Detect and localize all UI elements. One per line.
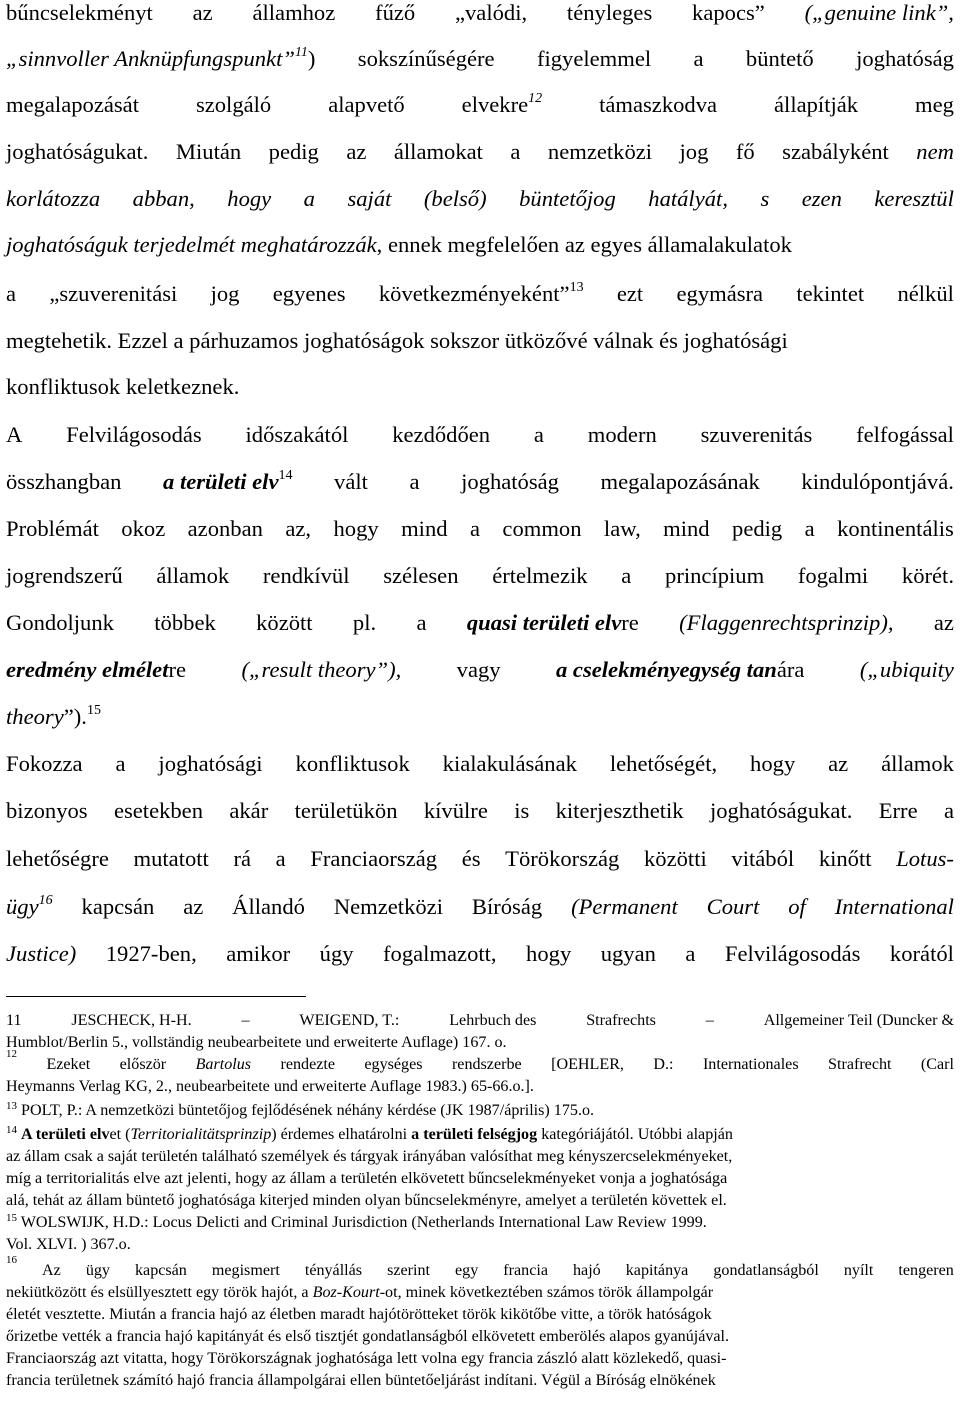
word: D.: — [653, 1056, 674, 1073]
emphasis-text: joghatóságuk terjedelmét meghatározzák — [6, 232, 377, 257]
word: hajó — [573, 1262, 601, 1279]
word: szabályként — [782, 139, 889, 164]
text-run: nekiütközött és elsüllyesztett egy török hajót, a — [6, 1284, 313, 1301]
text-run: Humblot/Berlin 5., vollständig neubearbeitete und erweiterte Auflage) 167. o. — [6, 1034, 507, 1051]
word: „valódi, — [454, 0, 528, 25]
word: felfogással — [856, 422, 954, 447]
word: WEIGEND, T.: — [299, 1012, 400, 1029]
word: és — [461, 846, 481, 871]
word-group — [6, 889, 53, 925]
word: megismert — [211, 1262, 280, 1279]
word: megalapozását — [6, 92, 139, 117]
emphasis-text: a területi felségjog — [411, 1126, 538, 1143]
text-line — [6, 276, 954, 312]
word: Problémát — [6, 516, 99, 541]
word: kontinentális — [837, 516, 954, 541]
footnote-number: 16 — [6, 1254, 17, 1266]
word: egymásra — [676, 281, 764, 306]
word: „szuverenitási — [49, 281, 178, 306]
word: kezdődően — [392, 422, 491, 447]
word: of — [788, 894, 806, 919]
word: is — [514, 798, 530, 823]
word: Az — [42, 1262, 61, 1279]
word: Fokozza — [6, 751, 83, 776]
word: Felvilágosodás — [724, 941, 861, 966]
word: lehetőségre — [6, 846, 109, 871]
word: okoz — [121, 516, 166, 541]
word: ezen — [801, 186, 842, 211]
word: tényleges — [566, 0, 653, 25]
word: – — [241, 1012, 250, 1029]
word: International — [834, 894, 954, 919]
footnote-ref-15: 15 — [86, 703, 101, 718]
word: Ezeket — [46, 1056, 91, 1073]
word: az — [933, 610, 954, 635]
word: Felvilágosodás — [66, 422, 202, 447]
word: Nemzetközi — [333, 894, 443, 919]
word-group — [379, 276, 584, 312]
text-line — [6, 134, 954, 170]
word: („genuine link”, — [804, 0, 954, 25]
text-run: francia területnek számító hajó francia állampolgárai ellen büntetőeljárást indítani. Végül a Bíróság elnökének — [6, 1372, 716, 1389]
text-line — [6, 417, 954, 453]
word-group — [467, 605, 639, 641]
text-line — [6, 699, 954, 735]
footnote-ref-16: 16 — [38, 893, 53, 908]
word: tényállás — [304, 1262, 363, 1279]
word: korától — [889, 941, 954, 966]
word: rá — [233, 846, 252, 871]
footnote-separator — [6, 996, 306, 997]
word: körét. — [901, 563, 954, 588]
word: ezt — [616, 281, 644, 306]
word: először — [119, 1056, 167, 1073]
word: a — [409, 469, 420, 494]
footnote-line — [6, 1282, 954, 1304]
word: kinőtt — [818, 846, 872, 871]
footnote-line — [6, 1348, 954, 1370]
word: ) — [271, 1126, 277, 1143]
word: a — [115, 751, 126, 776]
word: joghatóságukat. — [6, 139, 149, 164]
text-line — [6, 369, 954, 405]
word: Allgemeiner Teil (Duncker & — [763, 1012, 954, 1029]
word: ”). — [63, 704, 87, 729]
word: mutatott — [133, 846, 209, 871]
word: JESCHECK, H-H. — [71, 1012, 192, 1029]
word: nemzetközi — [547, 139, 653, 164]
word: [OEHLER, — [551, 1056, 624, 1073]
footnote-number: 11 — [6, 1012, 22, 1029]
word: Miután — [175, 139, 242, 164]
word: modern — [587, 422, 657, 447]
word: meg — [915, 92, 954, 117]
footnote-15 — [6, 1212, 954, 1234]
word: („ubiquity — [859, 657, 954, 682]
word: bizonyos — [6, 798, 88, 823]
word: Lotus- — [896, 846, 954, 871]
word-group — [163, 464, 292, 500]
word: joghatósági — [158, 751, 263, 776]
footnote-ref-11: 11 — [294, 45, 308, 60]
word: fő — [735, 139, 755, 164]
word: hogy — [227, 186, 272, 211]
footnote-line — [6, 1076, 954, 1098]
word: Internationales — [702, 1056, 799, 1073]
word: hatályát, — [648, 186, 728, 211]
emphasis-text: a cselekményegység tan — [555, 657, 777, 682]
word: az — [828, 751, 849, 776]
text-line — [6, 511, 954, 547]
word: – — [705, 1012, 714, 1029]
emphasis-text: a területi elv — [163, 469, 279, 494]
word: lehetőségét, — [609, 751, 718, 776]
word: 1927-ben, — [105, 941, 197, 966]
footnote-line — [6, 1326, 954, 1348]
word: abban, — [132, 186, 195, 211]
text-line — [6, 41, 954, 77]
word: nyílt — [843, 1262, 874, 1279]
word: esetekben — [113, 798, 204, 823]
word: büntető — [745, 46, 814, 71]
word: rendszerbe — [451, 1056, 522, 1073]
text-line — [6, 0, 954, 31]
word: bűncselekményt — [6, 0, 153, 25]
word: francia — [503, 1262, 548, 1279]
word: kindulópontjává. — [801, 469, 954, 494]
word: (Carl — [920, 1056, 954, 1073]
word: államok — [881, 751, 954, 776]
word: a — [685, 941, 696, 966]
text-line — [6, 323, 954, 359]
text-run: -ot, minek következtében számos török állampolgár — [379, 1284, 714, 1301]
word: egységes — [364, 1056, 423, 1073]
word-group — [556, 652, 804, 688]
footnote-13 — [6, 1100, 954, 1122]
word: kiterjeszthetik — [555, 798, 684, 823]
word: et — [109, 1126, 122, 1143]
word: Territorialitätsprinzip — [130, 1126, 272, 1143]
footnote-line — [6, 1370, 954, 1392]
word: ára — [776, 657, 805, 682]
word: Bartolus — [195, 1056, 252, 1073]
word: egy — [455, 1262, 479, 1279]
word: szerint — [387, 1262, 430, 1279]
word-group — [6, 41, 315, 77]
word: („result theory”), — [241, 657, 402, 682]
word: ügy — [6, 894, 39, 919]
word: az, — [285, 516, 312, 541]
word: egyenes — [272, 281, 346, 306]
word: mind — [663, 516, 710, 541]
word: a — [693, 46, 704, 71]
word: szolgáló — [195, 92, 272, 117]
text-run: életét vesztette. Miután a francia hajó az életben maradt hajótörötteket török kikötőbe vitte, a török hatóságok — [6, 1306, 712, 1323]
footnote-number: 14 — [6, 1124, 17, 1136]
footnote-line — [6, 1304, 954, 1326]
text-line — [6, 936, 954, 972]
word: hogy — [750, 751, 796, 776]
word: sokszínűségére — [357, 46, 495, 71]
word: pedig — [268, 139, 319, 164]
word: kapcsán — [81, 894, 155, 919]
footnote-ref-13: 13 — [569, 280, 584, 295]
word: Justice) — [6, 941, 77, 966]
text-line — [6, 558, 954, 594]
word: Franciaország — [310, 846, 438, 871]
word: vált — [334, 469, 368, 494]
word: re — [621, 610, 639, 635]
word: értelmezik — [492, 563, 588, 588]
word: államokat — [393, 139, 483, 164]
text-line — [6, 464, 954, 500]
word: pedig — [732, 516, 783, 541]
word: fogalmi — [797, 563, 869, 588]
footnote-number: 13 — [6, 1100, 17, 1112]
word: szélesen — [383, 563, 459, 588]
word: ugyan — [600, 941, 656, 966]
word: államhoz — [252, 0, 336, 25]
text-line — [6, 746, 954, 782]
word: (Permanent — [571, 894, 678, 919]
emphasis-text: quasi területi elv — [466, 610, 622, 635]
text-line — [6, 227, 954, 263]
word: (Flaggenrechtsprinzip), — [679, 610, 894, 635]
word: fogalmazott, — [383, 941, 497, 966]
text-run: , ennek megfelelően az egyes államalakulatok — [376, 232, 792, 257]
word: s — [760, 186, 770, 211]
text-run: őrizetbe vették a francia hajó kapitányát és első tisztjét gondatlanságból elkövetett emberölés alapos gyanújával. — [6, 1328, 730, 1345]
word: a — [943, 798, 954, 823]
word: Gondoljunk — [6, 610, 114, 635]
word: büntetőjog — [519, 186, 616, 211]
word: re — [168, 657, 187, 682]
word: vagy — [456, 657, 501, 682]
word: joghatóság — [856, 46, 954, 71]
word: államok — [156, 563, 230, 588]
word: vitából — [731, 846, 795, 871]
word: Bíróság — [471, 894, 543, 919]
footnote-14 — [6, 1124, 954, 1146]
footnote-ref-12: 12 — [528, 91, 543, 106]
word: a — [621, 563, 632, 588]
word: a — [510, 139, 521, 164]
ship-name: Boz-Kourt — [312, 1284, 380, 1301]
word: közötti — [644, 846, 707, 871]
text-run: POLT, P.: A nemzetközi büntetőjog fejlődésének néhány kérdése (JK 1987/április) 175.o. — [21, 1102, 595, 1119]
text-run: Franciaország azt vitatta, hogy Törökországnak joghatósága lett volna egy francia zászló alatt közlekedő, quasi- — [6, 1350, 727, 1367]
word: a — [275, 846, 286, 871]
word: többek — [154, 610, 216, 635]
footnote-line — [6, 1234, 954, 1256]
word: időszakától — [245, 422, 349, 447]
text-run: megtehetik. Ezzel a párhuzamos joghatóságok sokszor ütközővé válnak és joghatósági — [6, 328, 788, 353]
word: kialakulásának — [442, 751, 577, 776]
word: Court — [706, 894, 760, 919]
word: jog — [679, 139, 709, 164]
footnote-line — [6, 1146, 954, 1168]
word: pl. — [352, 610, 377, 635]
text-run: érdemes elhatárolni — [280, 1126, 408, 1143]
text-run: alá, tehát az állam büntető joghatósága kiterjed minden olyan bűncselekményre, amelyet a területén követtek el. — [6, 1192, 727, 1209]
word: elvekre — [461, 92, 529, 117]
word: Lehrbuch des — [449, 1012, 537, 1029]
word: figyelemmel — [536, 46, 652, 71]
word: szuverenitás — [700, 422, 813, 447]
text-line — [6, 841, 954, 877]
word: rendezte — [280, 1056, 335, 1073]
word: a — [6, 281, 17, 306]
word: gondatlanságból — [713, 1262, 819, 1279]
footnote-ref-14: 14 — [278, 468, 293, 483]
text-line — [6, 87, 954, 123]
word: jogrendszerű — [6, 563, 123, 588]
word-group — [462, 87, 542, 123]
footnote-number: 15 — [6, 1212, 17, 1224]
word: a — [416, 610, 427, 635]
word: Strafrecht — [828, 1056, 892, 1073]
text-line — [6, 605, 954, 641]
word: saját — [347, 186, 392, 211]
word: kapcsán — [135, 1262, 187, 1279]
word: nem — [916, 139, 954, 164]
word: összhangban — [6, 469, 122, 494]
footnote-line — [6, 1190, 954, 1212]
word: nélkül — [897, 281, 954, 306]
word: theory — [6, 704, 64, 729]
word: princípium — [665, 563, 765, 588]
text-run: Vol. XLVI. ) 367.o. — [6, 1236, 131, 1253]
footnote-16 — [6, 1254, 954, 1282]
word: korlátozza — [6, 186, 101, 211]
word-group — [6, 652, 186, 688]
word: hogy — [333, 516, 379, 541]
word: az — [346, 139, 367, 164]
word: ügy — [85, 1262, 110, 1279]
emphasis-text: A területi elv — [21, 1126, 110, 1143]
word: common — [502, 516, 582, 541]
word: (belső) — [423, 186, 487, 211]
text-run: míg a territorialitás elve azt jelenti, hogy az állam a területén elkövetett bűncselekményeket vonja a joghatósága — [6, 1170, 728, 1187]
word: kívülre — [423, 798, 488, 823]
text-run: Heymanns Verlag KG, 2., neubearbeitete und erweiterte Auflage 1983.) 65-66.o.]. — [6, 1078, 534, 1095]
word: ) — [307, 46, 316, 71]
word: amikor — [226, 941, 291, 966]
word: A — [6, 422, 23, 447]
word: következményeként” — [378, 281, 570, 306]
word: a — [533, 422, 544, 447]
text-line — [6, 889, 954, 925]
word: jog — [210, 281, 240, 306]
word: azonban — [187, 516, 263, 541]
footnote-12 — [6, 1048, 954, 1076]
emphasis-text: eredmény elmélet — [6, 657, 169, 682]
word: tengeren — [898, 1262, 954, 1279]
word: megalapozásának — [600, 469, 760, 494]
text-line — [6, 652, 954, 688]
word: mind — [401, 516, 448, 541]
word: a — [469, 516, 480, 541]
word: konfliktusok — [295, 751, 410, 776]
word: Törökország — [505, 846, 620, 871]
word: az — [183, 894, 204, 919]
word: kapitánya — [625, 1262, 689, 1279]
text-run: kategóriájától. Utóbbi alapján — [541, 1126, 733, 1143]
text-line — [6, 793, 954, 829]
word: területükön — [294, 798, 398, 823]
text-run: konfliktusok keletkeznek. — [6, 374, 240, 399]
text-line — [6, 181, 954, 217]
word: támaszkodva — [599, 92, 718, 117]
footnote-number: 12 — [6, 1048, 17, 1060]
word: „sinnvoller Anknüpfungspunkt” — [6, 46, 295, 71]
word: akár — [229, 798, 269, 823]
word: joghatóságukat. — [709, 798, 853, 823]
word: között — [256, 610, 313, 635]
word: hogy — [526, 941, 572, 966]
word: ( — [125, 1126, 131, 1143]
word: Erre — [878, 798, 918, 823]
word: joghatóság — [461, 469, 559, 494]
word: fűző — [375, 0, 416, 25]
word: tekintet — [796, 281, 865, 306]
word: úgy — [319, 941, 354, 966]
footnote-11 — [6, 1010, 954, 1032]
text-run: WOLSWIJK, H.D.: Locus Delicti and Criminal Jurisdiction (Netherlands International Law Review 1999. — [20, 1214, 707, 1231]
word: a — [303, 186, 315, 211]
word: állapítják — [774, 92, 859, 117]
word: Állandó — [232, 894, 305, 919]
word: Strafrechts — [586, 1012, 656, 1029]
word: rendkívül — [262, 563, 350, 588]
word: a — [804, 516, 815, 541]
word: keresztül — [874, 186, 954, 211]
footnote-line — [6, 1032, 954, 1054]
word: law, — [603, 516, 641, 541]
word: alapvető — [328, 92, 405, 117]
footnote-line — [6, 1168, 954, 1190]
word: kapocs” — [692, 0, 765, 25]
word: az — [192, 0, 213, 25]
text-run: az állam csak a saját területén található személyek és tárgyak irányában valósíthat meg kényszercselekményeket, — [6, 1148, 733, 1165]
